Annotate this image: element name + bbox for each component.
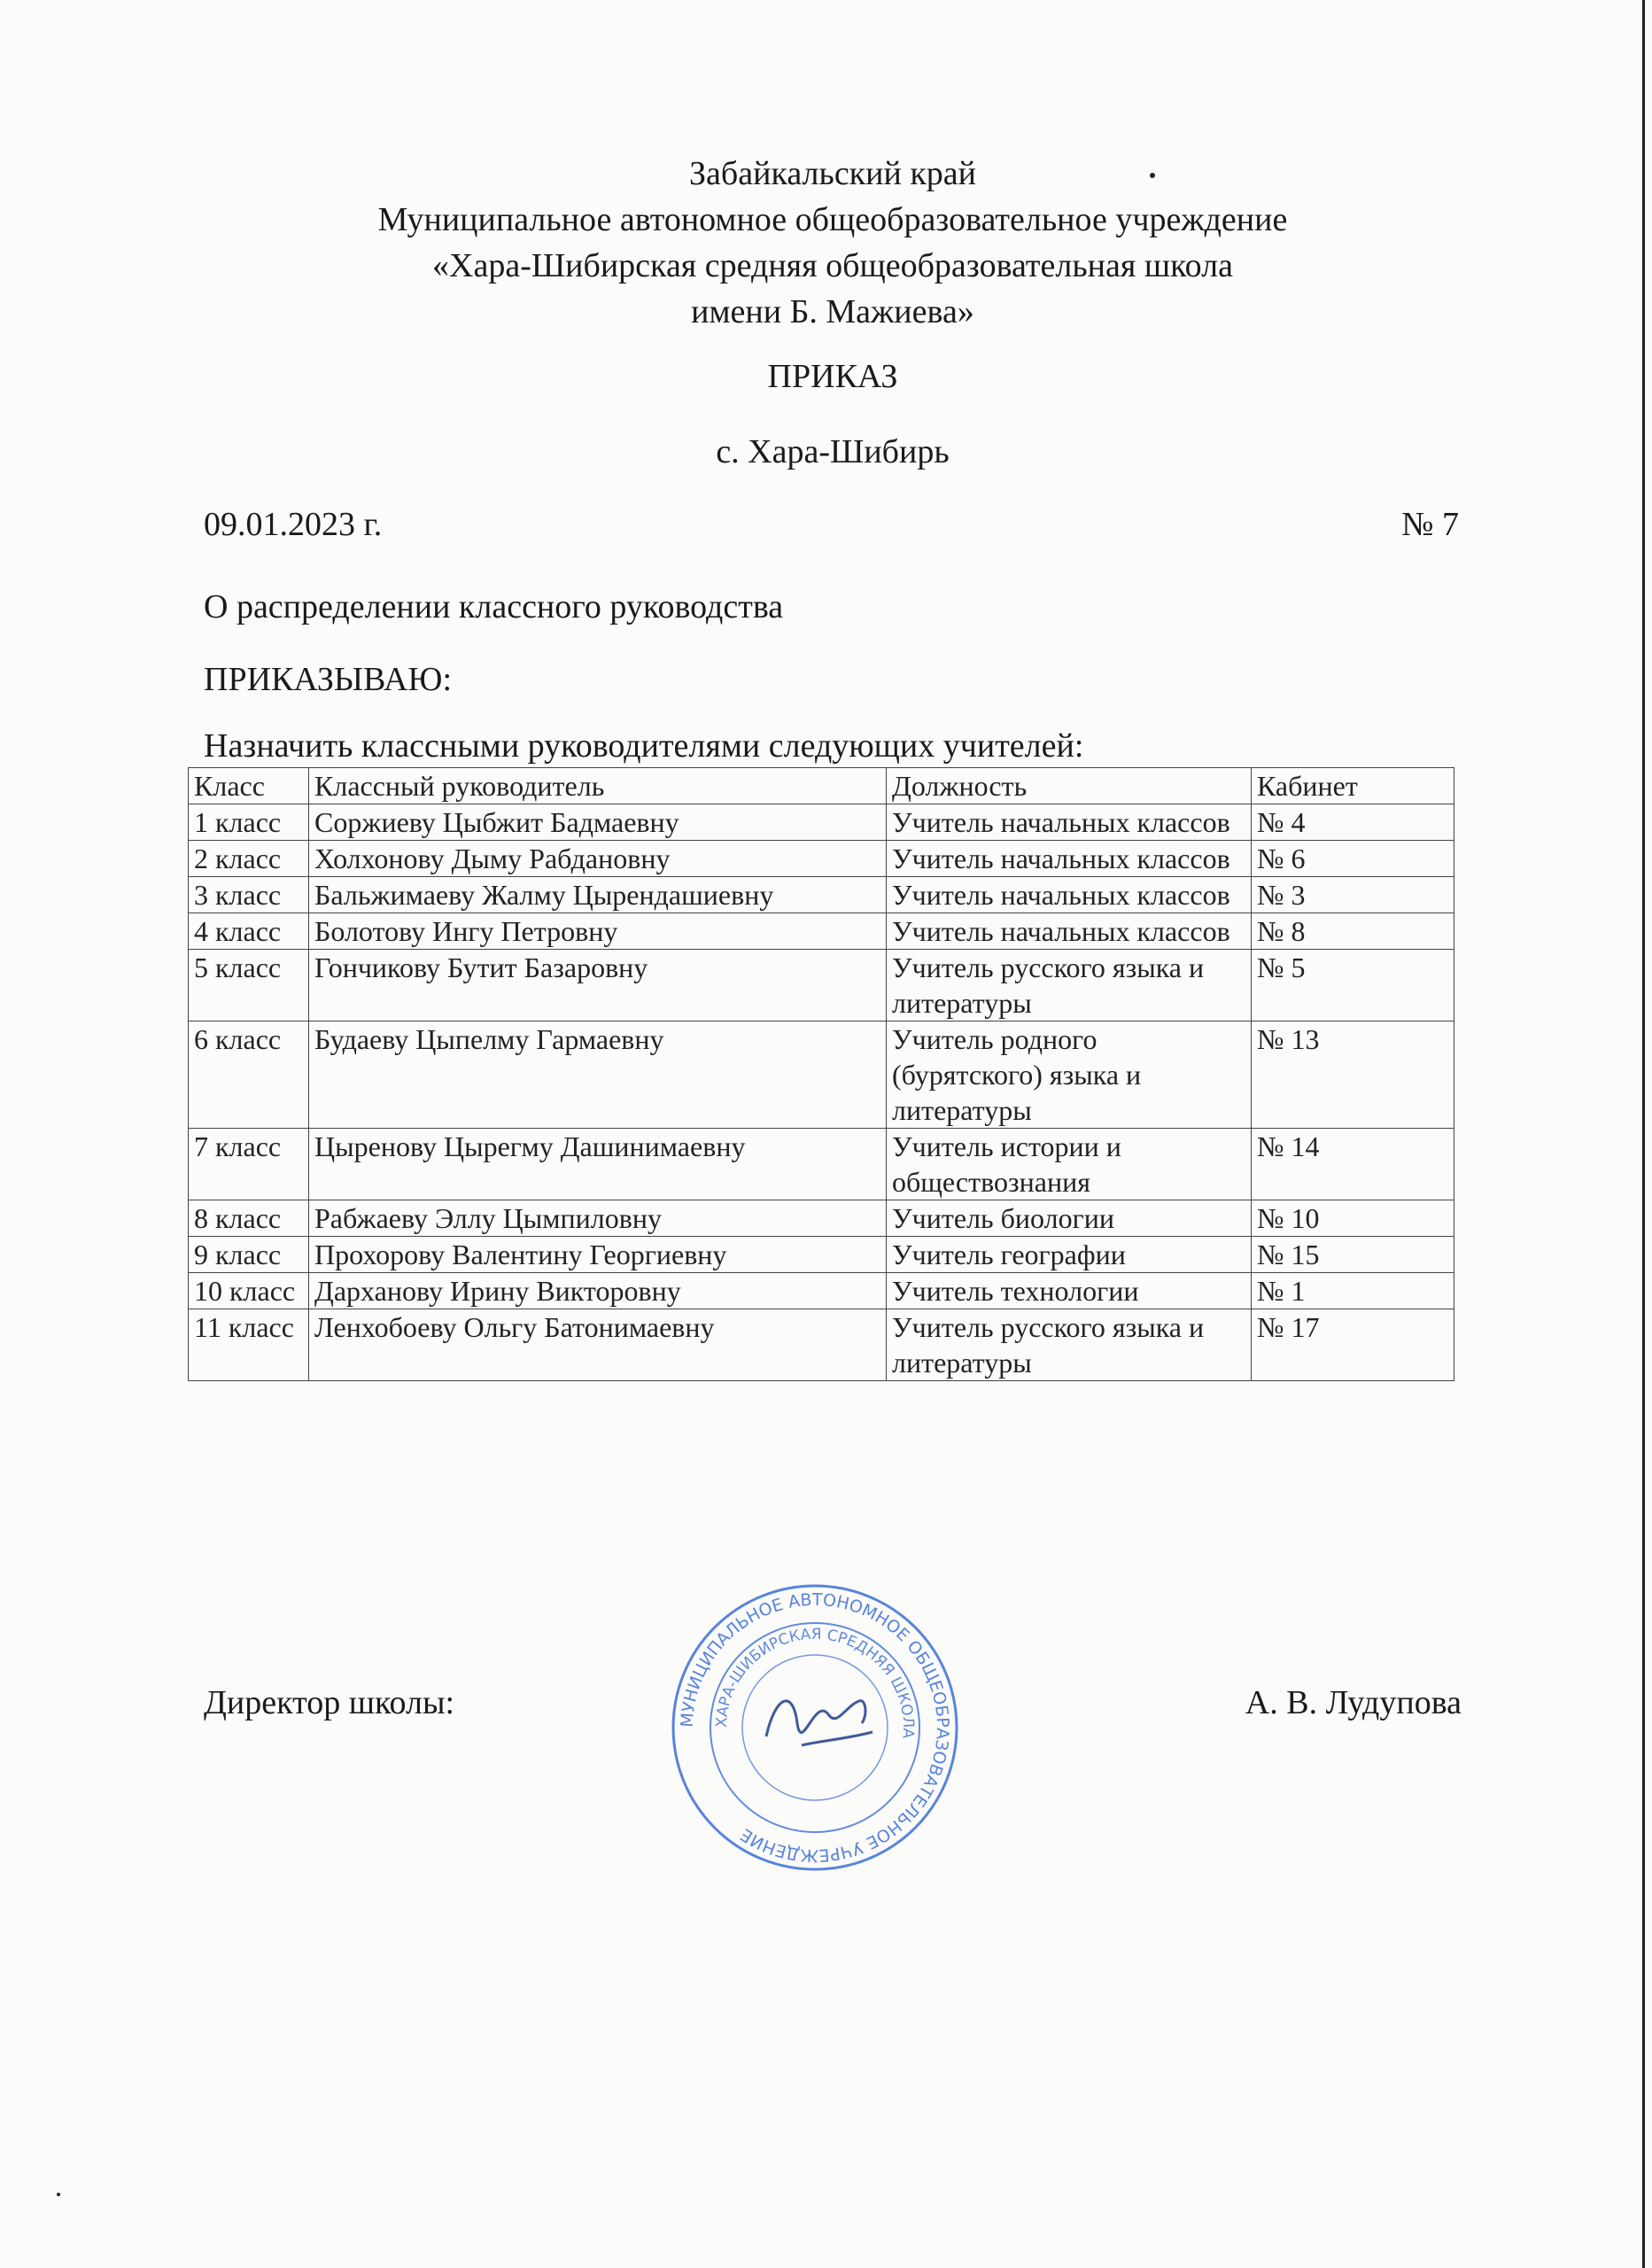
school-name-line1: «Хара-Шибирская средняя общеобразовательная школа [432, 247, 1233, 284]
header-position: Должность [887, 768, 1252, 804]
handwritten-signature [766, 1701, 873, 1745]
cell-room: № 6 [1252, 841, 1454, 877]
cell-teacher: Соржиеву Цыбжит Бадмаевну [309, 804, 887, 841]
scan-speck [1150, 173, 1155, 178]
table-row [189, 1273, 1454, 1309]
cell-position: Учитель начальных классов [887, 877, 1252, 913]
cell-teacher: Холхонову Дыму Рабдановну [309, 841, 887, 877]
table-row [189, 950, 1454, 1021]
cell-grade: 4 класс [189, 913, 309, 950]
table-row [189, 913, 1454, 950]
cell-position: Учитель русского языка и литературы [887, 1309, 1252, 1381]
cell-room: № 5 [1252, 950, 1454, 1021]
cell-grade: 6 класс [189, 1021, 309, 1129]
table-row [189, 1237, 1454, 1273]
header-grade: Класс [189, 768, 309, 804]
cell-grade: 1 класс [189, 804, 309, 841]
cell-teacher: Прохорову Валентину Георгиевну [309, 1237, 887, 1273]
table-row [189, 1309, 1454, 1381]
stamp-inner-text: ХАРА-ШИБИРСКАЯ СРЕДНЯЯ ШКОЛА [712, 1625, 918, 1739]
cell-room: № 15 [1252, 1237, 1454, 1273]
region: Забайкальский край [689, 155, 976, 192]
order-intro: Назначить классными руководителями следующих учителей: [204, 727, 1084, 765]
cell-grade: 11 класс [189, 1309, 309, 1381]
order-date: 09.01.2023 г. [204, 506, 383, 543]
cell-room: № 13 [1252, 1021, 1454, 1129]
table-header-row [189, 768, 1454, 804]
cell-teacher: Рабжаеву Эллу Цымпиловну [309, 1200, 887, 1237]
order-subject: О распределении классного руководства [204, 588, 784, 625]
svg-text:ХАРА-ШИБИРСКАЯ СРЕДНЯЯ ШКОЛА [713, 1626, 917, 1739]
cell-room: № 10 [1252, 1200, 1454, 1237]
cell-position: Учитель географии [887, 1237, 1252, 1273]
director-role: Директор школы: [204, 1684, 455, 1721]
school-stamp [669, 1581, 961, 1874]
cell-room: № 4 [1252, 804, 1454, 841]
order-number: № 7 [1401, 506, 1459, 543]
cell-position: Учитель биологии [887, 1200, 1252, 1237]
place: с. Хара-Шибирь [716, 433, 950, 470]
stamp-graphic [669, 1581, 961, 1874]
director-name: А. В. Лудупова [1245, 1684, 1462, 1721]
cell-teacher: Будаеву Цыпелму Гармаевну [309, 1021, 887, 1129]
cell-grade: 3 класс [189, 877, 309, 913]
cell-room: № 17 [1252, 1309, 1454, 1381]
table-row [189, 877, 1454, 913]
stamp-outer-text: МУНИЦИПАЛЬНОЕ АВТОНОМНОЕ ОБЩЕОБРАЗОВАТЕЛЬНОЕ УЧРЕЖДЕНИЕ [677, 1589, 953, 1866]
cell-position: Учитель технологии [887, 1273, 1252, 1309]
cell-teacher: Дарханову Ирину Викторовну [309, 1273, 887, 1309]
cell-grade: 5 класс [189, 950, 309, 1021]
table-row [189, 804, 1454, 841]
cell-grade: 8 класс [189, 1200, 309, 1237]
scan-speck [57, 2193, 60, 2196]
institution: Муниципальное автономное общеобразовательное учреждение [377, 201, 1288, 238]
table-row [189, 841, 1454, 877]
cell-position: Учитель родного (бурятского) языка и литературы [887, 1021, 1252, 1129]
cell-position: Учитель начальных классов [887, 804, 1252, 841]
cell-grade: 7 класс [189, 1129, 309, 1200]
table-row [189, 1021, 1454, 1129]
scan-edge [1642, 0, 1645, 2268]
document-header [204, 151, 1462, 335]
cell-position: Учитель истории и обществознания [887, 1129, 1252, 1200]
table-row [189, 1200, 1454, 1237]
cell-position: Учитель начальных классов [887, 913, 1252, 950]
header-room: Кабинет [1252, 768, 1454, 804]
cell-room: № 1 [1252, 1273, 1454, 1309]
cell-grade: 10 класс [189, 1273, 309, 1309]
cell-position: Учитель начальных классов [887, 841, 1252, 877]
cell-room: № 8 [1252, 913, 1454, 950]
cell-teacher: Ленхобоеву Ольгу Батонимаевну [309, 1309, 887, 1381]
cell-teacher: Бальжимаеву Жалму Цырендашиевну [309, 877, 887, 913]
cell-position: Учитель русского языка и литературы [887, 950, 1252, 1021]
table-row [189, 1129, 1454, 1200]
cell-teacher: Гончикову Бутит Базаровну [309, 950, 887, 1021]
cell-teacher: Цыренову Цырегму Дашинимаевну [309, 1129, 887, 1200]
order-word: ПРИКАЗЫВАЮ: [204, 661, 453, 698]
cell-room: № 3 [1252, 877, 1454, 913]
doc-title: ПРИКАЗ [767, 358, 898, 395]
cell-teacher: Болотову Ингу Петровну [309, 913, 887, 950]
cell-grade: 9 класс [189, 1237, 309, 1273]
cell-room: № 14 [1252, 1129, 1454, 1200]
school-name-line2: имени Б. Мажиева» [691, 293, 974, 330]
assignment-table [188, 767, 1454, 1381]
cell-grade: 2 класс [189, 841, 309, 877]
header-teacher: Классный руководитель [309, 768, 887, 804]
